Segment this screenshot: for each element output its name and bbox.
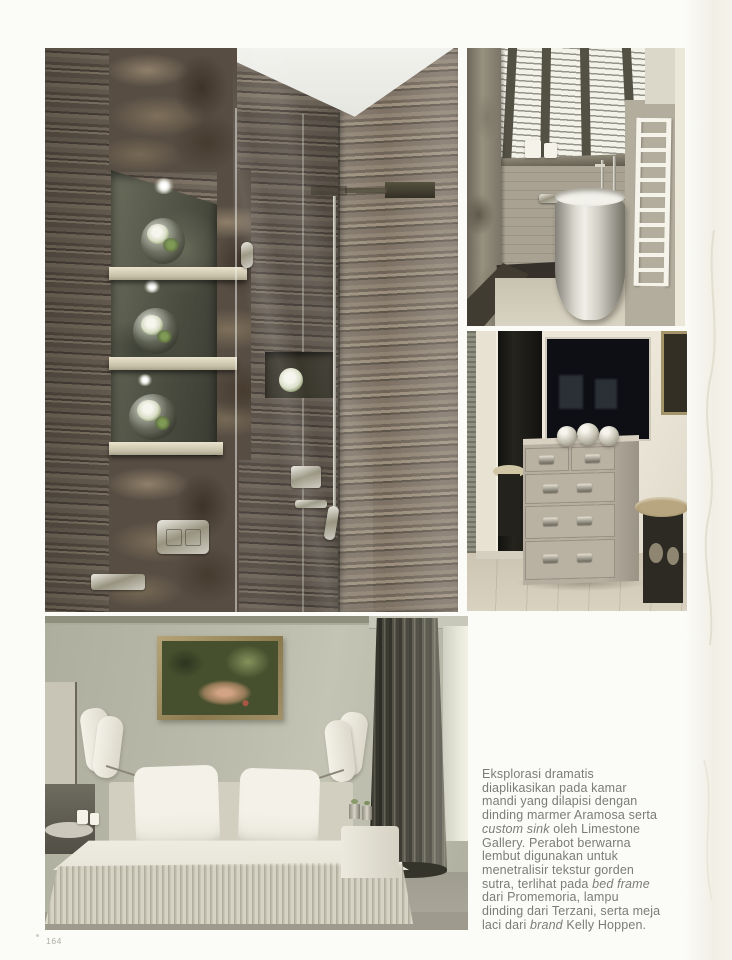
- faucet-spout: [595, 164, 605, 167]
- tv-mirror: [545, 337, 651, 441]
- wall-edge-strip: [675, 48, 685, 326]
- sink-rim: [555, 188, 625, 206]
- drawer: [525, 504, 615, 539]
- flush-button: [185, 529, 201, 546]
- towel-radiator: [630, 118, 677, 287]
- green-leaves: [155, 416, 170, 430]
- caption-text: Eksplorasi dramatis diaplikasikan pada kamar mandi yang dilapisi dengan dinding marmer Aramosa serta custom sink oleh Limestone Gallery. Perabot berwarna lembut digunakan untuk menetralisir tekstur gorden sutra, terlihat pada bed frame dari Promemoria, lampu dinding dari Terzani, serta meja laci dari brand Kelly Hoppen.: [482, 767, 661, 932]
- side-table-top: [635, 497, 687, 517]
- niche-spotlight: [137, 374, 153, 386]
- swirl-marble-panel-top: [109, 48, 237, 172]
- drawer: [571, 446, 615, 471]
- photo-bedroom: [45, 616, 468, 930]
- classical-painting: [162, 641, 278, 715]
- drawer-pull: [539, 455, 554, 463]
- glass-sphere: [599, 426, 619, 446]
- window-reflection: [595, 379, 617, 409]
- glass-sheen: [233, 48, 373, 612]
- door-frame: [476, 331, 498, 575]
- photo-custom-sink: [467, 48, 685, 326]
- folio-mark: [36, 934, 39, 937]
- painting-gold-frame: [157, 636, 283, 720]
- white-cup: [544, 143, 557, 158]
- radiator-rungs: [636, 118, 669, 286]
- plant-sprig: [364, 801, 370, 805]
- metal-cup: [349, 804, 360, 819]
- flush-button: [166, 529, 182, 546]
- right-nightstand: [341, 826, 399, 878]
- niche-spotlight: [143, 280, 161, 293]
- glass-vase: [129, 394, 177, 440]
- paper-holder: [91, 574, 145, 590]
- dresser-drawers: [525, 446, 615, 580]
- wall-sconce-left: [77, 706, 131, 790]
- niche-shelf: [109, 357, 237, 370]
- photo-shower-marble: [45, 48, 458, 612]
- drawer: [525, 447, 569, 472]
- plant-sprig: [351, 799, 358, 804]
- drawer-pull: [585, 454, 600, 462]
- green-leaves: [157, 330, 172, 343]
- drawer-pull: [577, 483, 592, 491]
- niche-sill: [109, 442, 223, 455]
- drawer-pull: [543, 554, 558, 562]
- table-cutout: [649, 543, 663, 563]
- side-table-base: [643, 511, 683, 603]
- glass-sphere: [577, 423, 599, 445]
- drawer: [525, 472, 615, 504]
- white-cup: [77, 810, 88, 824]
- left-nightstand: [45, 822, 93, 838]
- drawer-pull: [577, 553, 592, 561]
- shuttered-window: [497, 48, 645, 168]
- drawer-pull: [577, 516, 592, 524]
- sheer-window-light: [443, 626, 468, 841]
- table-cutout: [667, 547, 679, 565]
- framed-picture: [661, 331, 687, 415]
- stool-base: [498, 474, 520, 536]
- white-cup: [525, 140, 541, 158]
- torn-paper-edge: [686, 0, 732, 960]
- pillow-left: [134, 765, 221, 852]
- pillow-right: [238, 768, 321, 851]
- glass-vase: [141, 218, 185, 264]
- rain-shower-head: [385, 182, 435, 198]
- drawer-pull: [543, 484, 558, 492]
- drawer: [525, 539, 615, 580]
- flush-plate: [157, 520, 209, 554]
- drawer-pull: [543, 517, 558, 525]
- pedestal-sink: [555, 194, 625, 320]
- niche-shelf: [109, 267, 247, 280]
- glass-vase: [133, 308, 179, 354]
- photo-dresser: [467, 331, 687, 611]
- niche-spotlight: [153, 178, 175, 194]
- white-cup: [90, 813, 99, 825]
- metal-cup: [362, 806, 372, 820]
- page-number: 164: [46, 936, 62, 946]
- glass-sphere: [557, 426, 577, 446]
- green-leaves: [163, 238, 179, 252]
- deckle-wave: [686, 0, 732, 960]
- window-reflection: [559, 375, 583, 409]
